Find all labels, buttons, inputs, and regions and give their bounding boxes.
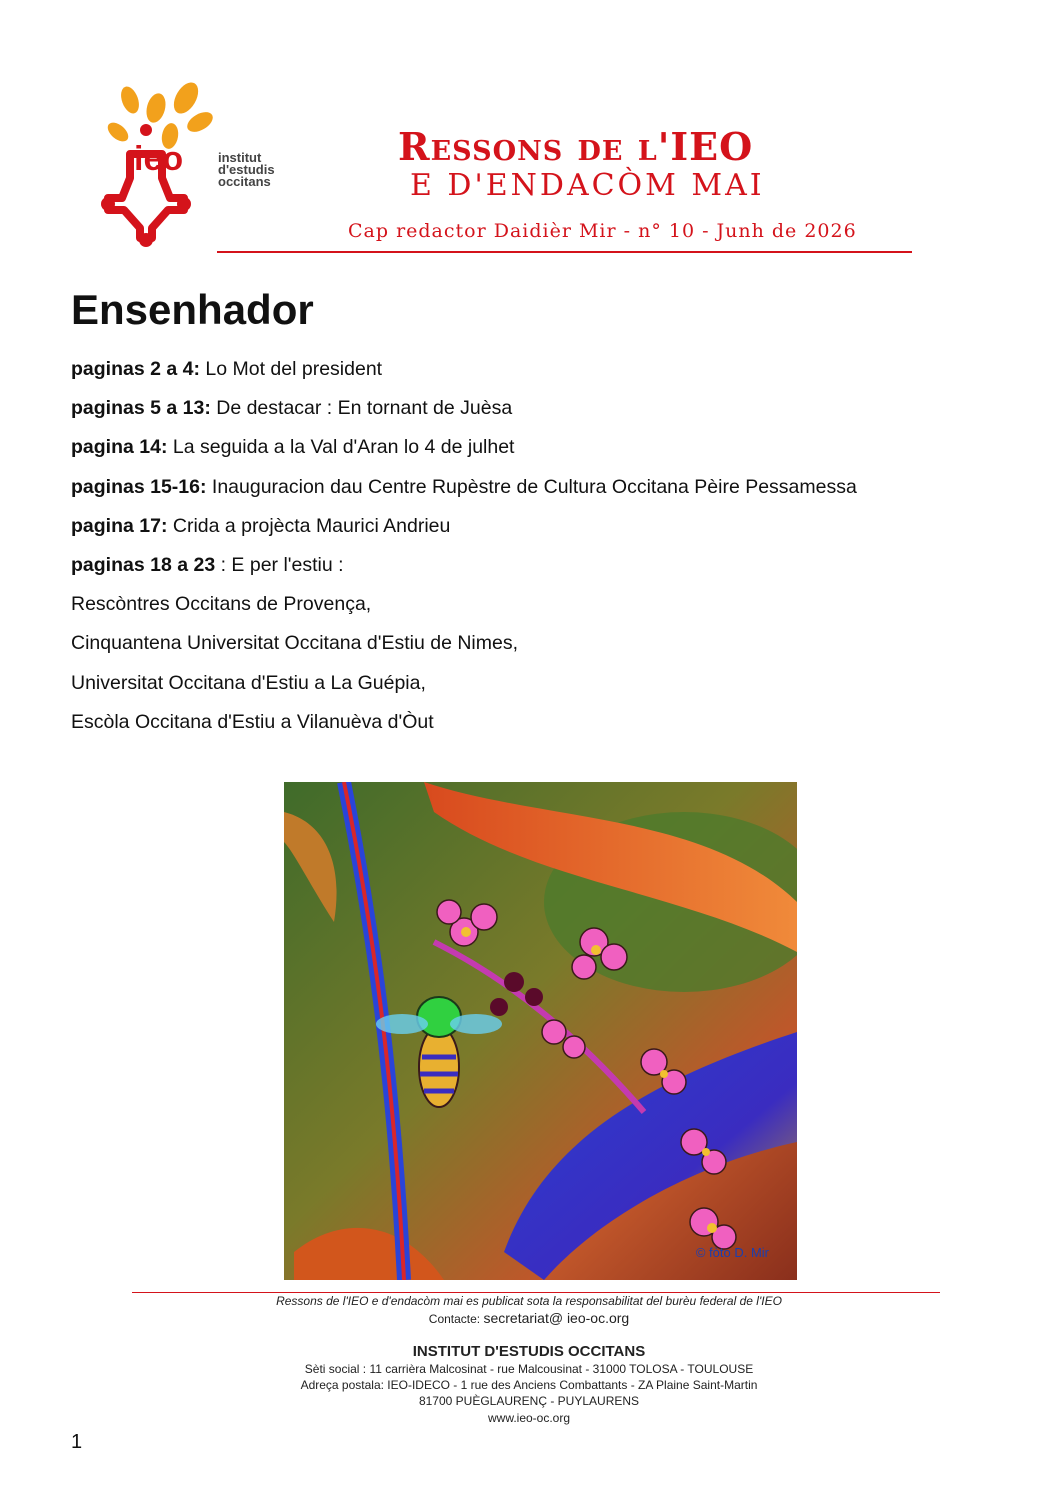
- logo-word-2: d'estudis: [218, 162, 275, 177]
- toc-entry: [71, 551, 971, 590]
- toc-entry: [71, 708, 971, 747]
- toc-entry: [71, 433, 971, 472]
- toc-pages: pagina 14:: [71, 436, 168, 459]
- toc-pages: paginas 15-16:: [71, 475, 207, 498]
- footer-postal-address-1: Adreça postala: IEO-IDECO - 1 rue des Anciens Combattants - ZA Plaine Saint-Martin: [300, 1378, 758, 1392]
- logo-wordmark: [218, 152, 275, 188]
- footer-contact-email[interactable]: secretariat@ ieo-oc.org: [483, 1310, 630, 1326]
- toc-entry: [71, 473, 971, 512]
- cover-photo: [284, 782, 797, 1280]
- toc-text: Escòla Occitana d'Estiu a Vilanuèva d'Òut: [71, 710, 434, 733]
- footer-website[interactable]: www.ieo-oc.org: [487, 1411, 571, 1425]
- logo-abbr: ieo: [134, 140, 184, 178]
- toc-pages: paginas 2 a 4:: [71, 358, 200, 380]
- toc-entry: [71, 669, 971, 708]
- toc-entry: [71, 355, 971, 394]
- toc-entry: [71, 394, 971, 433]
- toc-text: : E per l'estiu :: [215, 553, 344, 576]
- toc-text: De destacar : En tornant de Juèsa: [210, 397, 513, 420]
- toc-text: Inauguracion dau Centre Rupèstre de Cultura Occitana Pèire Pessamessa: [206, 475, 857, 498]
- footer-seat-address: Sèti social : 11 carrièra Malcosinat - rue Malcousinat - 31000 TOLOSA - TOULOUSE: [304, 1362, 754, 1376]
- masthead-subtitle: Cap redactor Daidièr Mir - n° 10 - Junh de 2026: [348, 220, 857, 242]
- toc-text: Crida a projècta Maurici Andrieu: [167, 514, 451, 537]
- toc-entry: [71, 512, 971, 551]
- footer-postal-address-2: 81700 PUÈGLAURENÇ - PUYLAURENS: [418, 1394, 640, 1408]
- toc-text: Lo Mot del president: [199, 358, 383, 380]
- footer-contact-label: Contacte:: [428, 1312, 484, 1326]
- toc-pages: pagina 17:: [71, 514, 168, 537]
- footer-divider: [132, 1292, 940, 1293]
- toc-text: Rescòntres Occitans de Provença,: [71, 593, 372, 616]
- toc-text: La seguida a la Val d'Aran lo 4 de julhet: [167, 436, 515, 459]
- toc-text: Universitat Occitana d'Estiu a La Guépia,: [71, 671, 426, 694]
- footer-publication-note: Ressons de l'IEO e d'endacòm mai es publicat sota la responsabilitat del burèu federal de l'IEO: [276, 1294, 782, 1308]
- toc-pages: paginas 5 a 13:: [71, 397, 211, 420]
- toc-text: Cinquantena Universitat Occitana d'Estiu de Nimes,: [71, 632, 519, 655]
- masthead-title-line2: E D'ENDACÒM MAI: [410, 168, 765, 203]
- toc-pages: paginas 18 a 23: [71, 553, 216, 576]
- logo-word-1: institut: [218, 150, 262, 165]
- page-number: 1: [71, 1431, 83, 1453]
- masthead-title: Ressons de l'IEO: [398, 124, 754, 169]
- photo-artwork: [284, 782, 797, 1280]
- toc-list: [71, 355, 971, 747]
- footer-contact: [0, 1310, 1058, 1326]
- logo-word-3: occitans: [218, 174, 271, 189]
- masthead-divider: [217, 251, 912, 253]
- footer-org-name: INSTITUT D'ESTUDIS OCCITANS: [412, 1343, 646, 1360]
- toc-title: Ensenhador: [71, 286, 314, 333]
- photo-credit: © fòto D. Mir: [695, 1245, 769, 1260]
- toc-entry: [71, 629, 971, 668]
- toc-entry: [71, 590, 971, 629]
- ieo-logo: [96, 78, 296, 258]
